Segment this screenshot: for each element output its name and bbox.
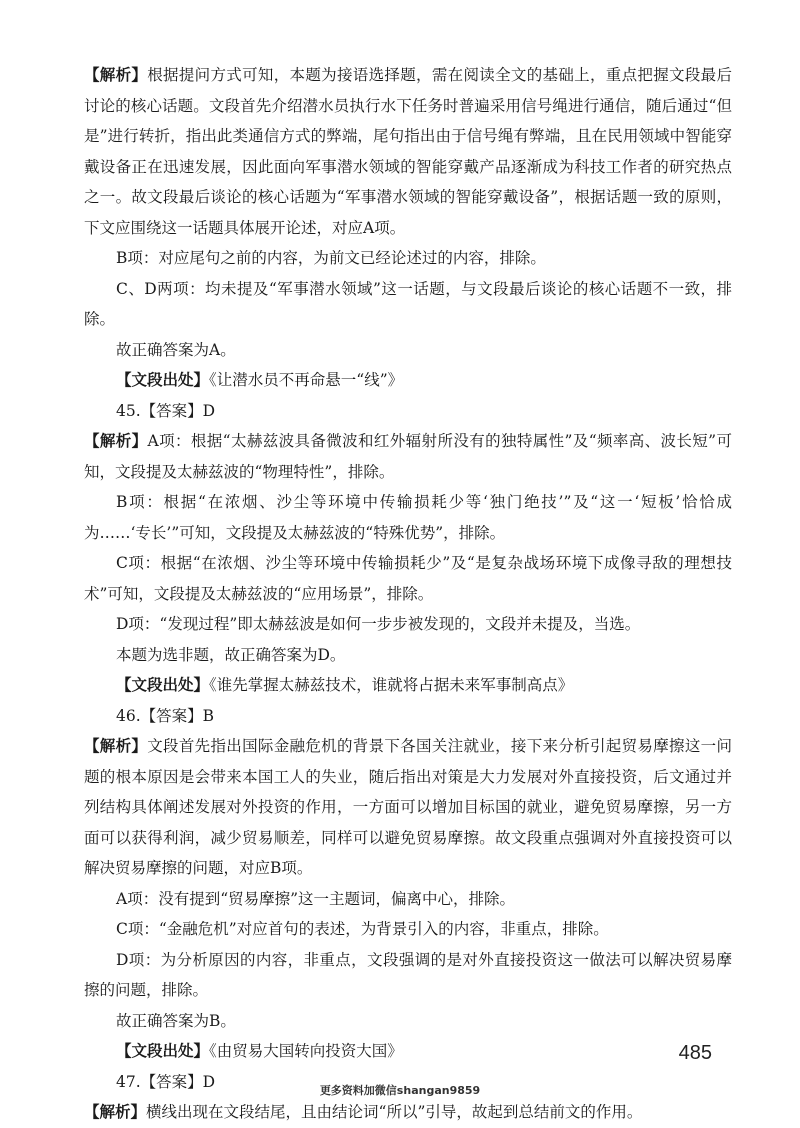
paragraph xyxy=(84,701,732,732)
paragraph-text: 45.【答案】D xyxy=(116,401,216,420)
paragraph-text: 46.【答案】B xyxy=(116,706,215,725)
paragraph-text: C项：“金融危机”对应首句的表述，为背景引入的内容，非重点，排除。 xyxy=(116,920,609,938)
paragraph-text: A项：没有提到“贸易摩擦”这一主题词，偏离中心，排除。 xyxy=(116,889,516,908)
paragraph-text: D项：“发现过程”即太赫兹波是如何一步步被发现的，文段并未提及，当选。 xyxy=(116,615,641,633)
paragraph-text: B项：对应尾句之前的内容，为前文已经论述过的内容，排除。 xyxy=(116,249,546,267)
paragraph-text: 横线出现在文段结尾，且由结论词“所以”引导，故起到总结前文的作用。 xyxy=(146,1103,643,1121)
paragraph xyxy=(84,670,732,701)
paragraph xyxy=(84,365,732,396)
paragraph xyxy=(84,243,732,274)
paragraph-text: 文段首先指出国际金融危机的背景下各国关注就业，接下来分析引起贸易摩擦这一问题的根本原因是会带来本国工人的失业，随后指出对策是大力发展对外直接投资，后文通过并列结构具体阐述发展对外投资的作用，一方面可以增加目标国的就业，避免贸易摩擦，另一方面可以获得利润，减少贸易顺差，同样可以避免贸易摩擦。故文段重点强调对外直接投资可以解决贸易摩擦的问题，对应B项。 xyxy=(84,737,732,877)
section-tag: 【文段出处】 xyxy=(116,1041,210,1060)
section-tag: 【文段出处】 xyxy=(116,675,210,694)
paragraph-text: D项：为分析原因的内容，非重点，文段强调的是对外直接投资这一做法可以解决贸易摩擦的问题，排除。 xyxy=(84,950,732,999)
paragraph xyxy=(84,487,732,548)
paragraph-text: 47.【答案】D xyxy=(116,1072,216,1091)
page-number: 485 xyxy=(678,1042,712,1064)
paragraph-text: 故正确答案为B。 xyxy=(116,1011,236,1030)
paragraph xyxy=(84,60,732,243)
paragraph xyxy=(84,640,732,671)
paragraph-text: 故正确答案为A。 xyxy=(116,340,236,359)
paragraph-text: C、D两项：均未提及“军事潜水领域”这一话题，与文段最后谈论的核心话题不一致，排除。 xyxy=(84,279,732,328)
paragraph xyxy=(84,426,732,487)
paragraph-text: 本题为选非题，故正确答案为D。 xyxy=(116,645,346,664)
section-tag: 【解析】 xyxy=(84,431,148,450)
paragraph xyxy=(84,1006,732,1037)
paragraph-text: 《由贸易大国转向投资大国》 xyxy=(209,1042,403,1060)
paragraph xyxy=(84,884,732,915)
paragraph-text: 根据提问方式可知，本题为接语选择题，需在阅读全文的基础上，重点把握文段最后讨论的核心话题。文段首先介绍潜水员执行水下任务时普遍采用信号绳进行通信，随后通过“但是”进行转折，指出此类通信方式的弊端，尾句指出由于信号绳有弊端，且在民用领域中智能穿戴设备正在迅速发展，因此面向军事潜水领域的智能穿戴产品逐渐成为科技工作者的研究热点之一。故文段最后谈论的核心话题为“军事潜水领域的智能穿戴设备”，根据话题一致的原则，下文应围绕这一话题具体展开论述，对应A项。 xyxy=(84,66,732,237)
paragraph-text: A项：根据“太赫兹波具备微波和红外辐射所没有的独特属性”及“频率高、波长短”可知，文段提及太赫兹波的“物理特性”，排除。 xyxy=(84,432,732,481)
paragraph xyxy=(84,274,732,335)
section-tag: 【解析】 xyxy=(84,1102,147,1121)
paragraph xyxy=(84,945,732,1006)
paragraph-text: 《让潜水员不再命悬一“线”》 xyxy=(209,371,404,389)
section-tag: 【解析】 xyxy=(84,736,148,755)
paragraph xyxy=(84,548,732,609)
paragraph xyxy=(84,914,732,945)
paragraph xyxy=(84,396,732,427)
paragraph xyxy=(84,731,732,884)
paragraph-text: B项：根据“在浓烟、沙尘等环境中传输损耗少等‘独门绝技’”及“这一‘短板’恰恰成为……‘专长’”可知，文段提及太赫兹波的“特殊优势”，排除。 xyxy=(84,493,732,542)
paragraph xyxy=(84,609,732,640)
paragraph xyxy=(84,1097,732,1128)
paragraph-text: C项：根据“在浓烟、沙尘等环境中传输损耗少”及“是复杂战场环境下成像寻敌的理想技术”可知，文段提及太赫兹波的“应用场景”，排除。 xyxy=(84,554,732,603)
paragraph xyxy=(84,1036,732,1067)
paragraph-text: 《谁先掌握太赫兹技术，谁就将占据未来军事制高点》 xyxy=(209,676,574,694)
section-tag: 【解析】 xyxy=(84,65,148,84)
footer-note: 更多资料加微信shangan9859 xyxy=(319,1084,481,1097)
answer-explanations xyxy=(84,60,732,1128)
paragraph xyxy=(84,335,732,366)
section-tag: 【文段出处】 xyxy=(116,370,210,389)
